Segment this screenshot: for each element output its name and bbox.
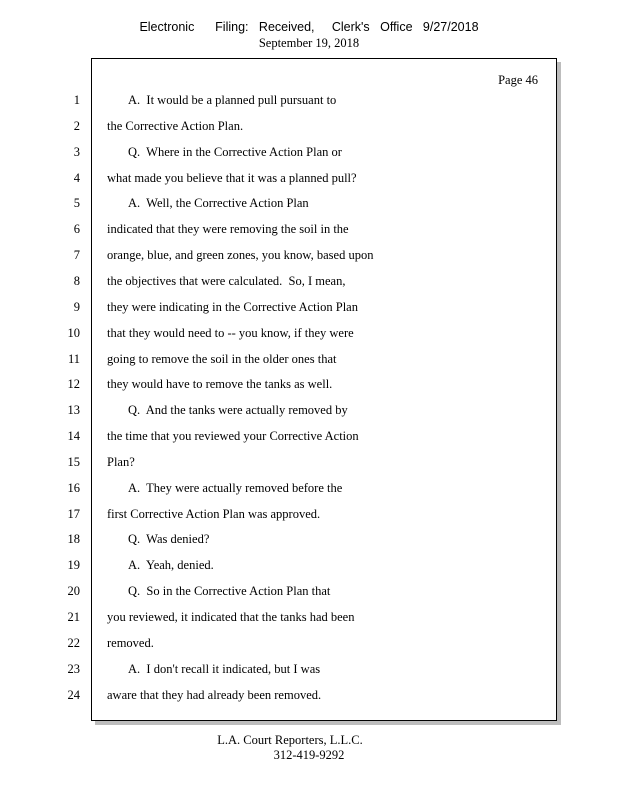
line-number: 17 <box>67 506 80 521</box>
transcript-line <box>0 300 560 326</box>
line-text: they were indicating in the Corrective Action Plan <box>107 299 358 314</box>
line-text: Q. Was denied? <box>128 532 210 547</box>
transcript-line <box>0 688 560 714</box>
transcript-line <box>0 222 560 248</box>
transcript-line <box>0 403 560 429</box>
line-text: removed. <box>107 635 154 650</box>
transcript-line <box>0 662 560 688</box>
line-text: they would have to remove the tanks as well. <box>107 377 333 392</box>
transcript-line <box>0 274 560 300</box>
line-number: 3 <box>73 144 80 159</box>
page-number: Page 46 <box>498 73 538 87</box>
transcript-line <box>0 429 560 455</box>
line-number: 20 <box>67 584 80 599</box>
line-text: A. They were actually removed before the <box>128 480 343 495</box>
line-number: 11 <box>67 351 80 366</box>
line-number: 16 <box>67 480 80 495</box>
transcript-line <box>0 93 560 119</box>
transcript-line <box>0 326 560 352</box>
line-number: 13 <box>67 403 80 418</box>
transcript-line <box>0 455 560 481</box>
reporter-phone: 312-419-9292 <box>273 748 345 762</box>
transcript-line <box>0 248 560 274</box>
line-number: 22 <box>67 635 80 650</box>
transcript-line <box>0 171 560 197</box>
transcript-line <box>0 507 560 533</box>
transcript-line <box>0 481 560 507</box>
transcript-line <box>0 610 560 636</box>
line-number: 10 <box>67 325 80 340</box>
line-text: A. It would be a planned pull pursuant to <box>128 93 337 107</box>
transcript-line <box>0 196 560 222</box>
line-text: the time that you reviewed your Corrective Action <box>107 429 359 444</box>
reporter-company: L.A. Court Reporters, L.L.C. <box>217 733 363 747</box>
line-text: first Corrective Action Plan was approved. <box>107 506 321 521</box>
transcript-line <box>0 145 560 171</box>
line-text: going to remove the soil in the older ones that <box>107 351 337 366</box>
line-number: 2 <box>73 118 80 133</box>
line-number: 15 <box>67 454 80 469</box>
transcript-line <box>0 636 560 662</box>
transcript-line <box>0 584 560 610</box>
line-text: the objectives that were calculated. So, I mean, <box>107 273 346 288</box>
line-text: aware that they had already been removed. <box>107 687 322 702</box>
transcript-line <box>0 558 560 584</box>
line-text: orange, blue, and green zones, you know, based upon <box>107 248 374 263</box>
transcript-line <box>0 119 560 145</box>
transcript-line <box>0 352 560 378</box>
line-text: the Corrective Action Plan. <box>107 118 244 133</box>
line-text: Q. And the tanks were actually removed by <box>128 403 348 418</box>
transcript-line <box>0 532 560 558</box>
line-text: indicated that they were removing the soil in the <box>107 222 349 237</box>
line-number: 6 <box>73 222 80 237</box>
line-number: 8 <box>73 273 80 288</box>
line-number: 23 <box>67 661 80 676</box>
line-number: 14 <box>67 429 80 444</box>
line-number: 9 <box>73 299 80 314</box>
line-number: 5 <box>73 196 80 211</box>
line-text: A. Well, the Corrective Action Plan <box>128 196 309 211</box>
line-number: 1 <box>73 93 80 107</box>
line-text: what made you believe that it was a planned pull? <box>107 170 357 185</box>
line-text: A. Yeah, denied. <box>128 558 214 573</box>
line-number: 24 <box>67 687 80 702</box>
line-number: 7 <box>73 248 80 263</box>
line-number: 21 <box>67 610 80 624</box>
line-text: Q. Where in the Corrective Action Plan or <box>128 144 342 159</box>
line-number: 4 <box>73 170 80 185</box>
line-text: you reviewed, it indicated that the tanks had been <box>107 610 355 624</box>
line-number: 12 <box>67 377 80 392</box>
line-text: Q. So in the Corrective Action Plan that <box>128 584 331 599</box>
filing-date: September 19, 2018 <box>258 36 360 50</box>
line-text: Plan? <box>107 454 135 469</box>
transcript-line <box>0 377 560 403</box>
line-text: A. I don't recall it indicated, but I was <box>128 661 321 676</box>
line-number: 18 <box>67 532 80 547</box>
line-text: that they would need to -- you know, if they were <box>107 325 354 340</box>
line-number: 19 <box>67 558 80 573</box>
filing-stamp: Electronic Filing: Received, Clerk's Office 9/27/2018 <box>139 20 479 34</box>
